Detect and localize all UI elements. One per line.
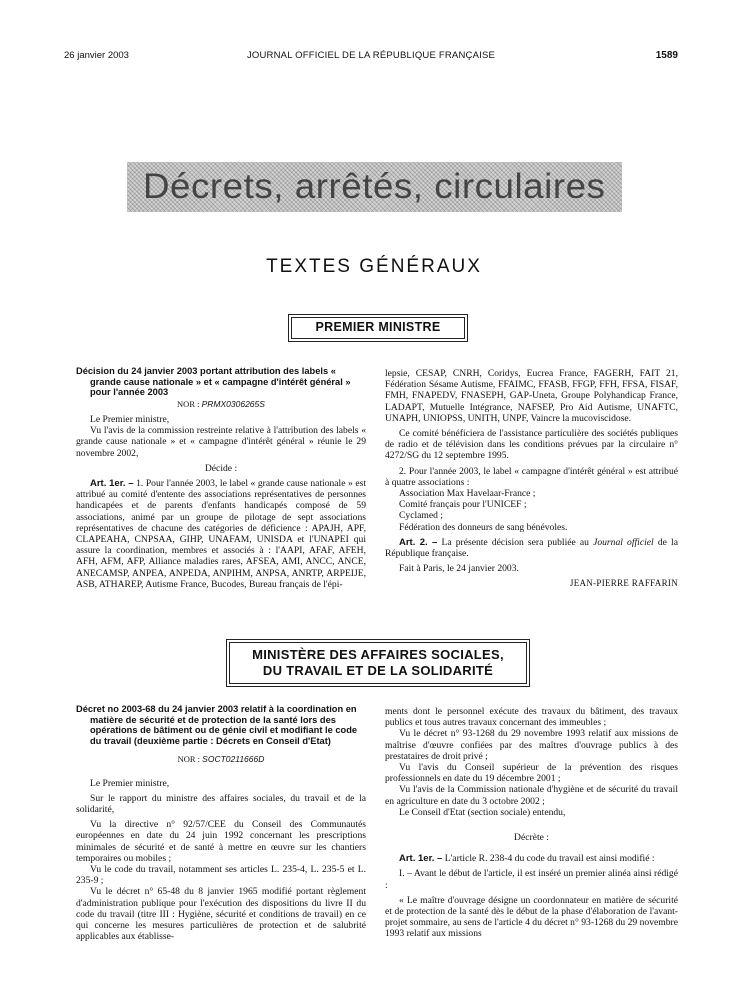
doc2-left-column [76,704,366,942]
doc1-left-column [76,366,366,590]
doc2-decrete: Décrète : [514,832,549,844]
section-title: TEXTES GÉNÉRAUX [266,256,482,277]
nor-code: SOCT0211666D [202,754,265,765]
page-header [64,50,678,64]
doc1-association: Fédération des donneurs de sang bénévoles. [399,521,568,533]
doc1-paragraph: Vu l'avis de la commission restreinte relative à l'attribution des labels « grande cause nationale » et « campagne d'intérêt général » réunie le 29 novembre 2002, [76,425,366,459]
doc2-paragraph: Vu la directive n° 92/57/CEE du Conseil des Communautés européennes en date du 24 juin 1992 concernant les prescriptions minimales de sécurité et de santé à mettre en œuvre sur les chantiers temporaires ou mobiles ; [76,819,366,864]
doc1-association: Comité français pour l'UNICEF ; [399,499,527,511]
nor-label: NOR : [177,398,200,409]
doc1-nor [76,399,366,410]
doc1-association: Cyclamed ; [399,510,443,522]
article-label: Art. 1er. – [90,478,134,489]
doc2-article-1 [385,853,678,864]
doc2-quote: « Le maître d'ouvrage désigne un coordonnateur en matière de sécurité et de protection de la santé dès le début de la phase d'élaboration de l'avant-projet sommaire, au sens de l'article 4 du décret n° 93-1268 du 29 novembre 1993 relatif aux missions [385,894,678,940]
doc1-signature: JEAN-PIERRE RAFFARIN [569,578,678,589]
doc1-fait: Fait à Paris, le 24 janvier 2003. [399,563,519,575]
doc1-association: Association Max Havelaar-France ; [399,488,536,500]
doc2-paragraph: Sur le rapport du ministre des affaires sociales, du travail et de la solidarité, [76,792,366,815]
ministry-box-affaires-sociales [229,640,527,686]
article-label: Art. 1er. – [399,853,443,865]
article-label: Art. 2. – [399,536,438,548]
nor-label: NOR : [177,754,201,765]
doc1-paragraph: Le Premier ministre, [90,413,170,425]
doc1-right-column [385,368,678,590]
ministry-name: PREMIER MINISTRE [291,317,465,339]
doc2-title: Décret no 2003-68 du 24 janvier 2003 relatif à la coordination en matière de sécurité et de protection de la santé lors des opérations de bâtiment ou de génie civil et modifiant le code du travail (deuxième partie : Décrets en Conseil d'Etat) [76,704,358,746]
doc1-decide: Décide : [204,462,238,474]
header-journal: JOURNAL OFFICIEL DE LA RÉPUBLIQUE FRANÇAISE [246,50,496,61]
doc1-title: Décision du 24 janvier 2003 portant attribution des labels « grande cause nationale » et « campagne d'intérêt général » pour l'année 2003 [76,366,351,398]
ministry-name-line2: DU TRAVAIL ET DE LA SOLIDARITÉ [262,663,494,678]
banner-text: Décrets, arrêtés, circulaires [143,167,606,206]
header-page-number: 1589 [655,50,678,61]
article-text: 1. Pour l'année 2003, le label « grande cause nationale » est attribué au comité d'entente des associations représentatives de personnes handicapées et de parents d'enfants handicapés composé de 59 associations, animé par un groupe de pilotage de sept associations représentatives de chacune des catégories de déficience : APAJH, APF, CLAPEAHA, CNPSAA, GIHP, UNAFAM, UNISDA et l'UNAPEI qui assure la coordination, membres et associés à : l'AAPI, AFAF, AFEH, AFH, AFM, AFP, Alliance maladies rares, AFSEA, AMI, ANCC, ANCE, ANECAMSP, ANPEA, ANPEDA, ANPIHM, ANPSA, ANRTP, ARPEIJE, ASB, ATHAREP, Autisme France, Bucodes, Bureau français de l'épi- [76,478,366,590]
doc2-right-column [385,706,678,940]
doc1-article-2 [385,537,678,559]
ministry-name-line1: MINISTÈRE DES AFFAIRES SOCIALES, [252,646,504,662]
article-text: L'article R. 238-4 du code du travail est ainsi modifié : [444,853,655,865]
doc1-paragraph: 2. Pour l'année 2003, le label « campagne d'intérêt général » est attribué à quatre associations : [385,465,678,488]
doc2-paragraph: Vu le décret n° 93-1268 du 29 novembre 1993 relatif aux missions de maîtrise d'œuvre confiées par des maîtres d'ouvrage publics à des prestataires de droit privé ; [385,728,678,762]
doc2-paragraph: Vu l'avis du Conseil supérieur de la prévention des risques professionnels en date du 19 décembre 2001 ; [385,762,678,785]
doc2-paragraph: Vu le décret n° 65-48 du 8 janvier 1965 modifié portant règlement d'administration publique pour l'exécution des dispositions du livre II du code du travail (titre III : Hygiène, sécurité et conditions de travail) en ce qui concerne les mesures particulières de protection et de salubrité applicables aux établisse- [76,886,366,943]
doc1-article-1-continued: lepsie, CESAP, CNRH, Coridys, Eucrea France, FAGERH, FAIT 21, Fédération Sésame Autisme, FFAIMC, FFASB, FFGP, FFH, FFSA, FISAF, FMH, FNAPEDV, FNASEPH, GAP-Uneta, Groupe Polyhandicap France, LADAPT, Mutuelle Intégrance, NAFSEP, Pro Aid Autisme, UNAFTC, UNAPH, UNIOPSS, UNITH, UNPF, Vaincre la mucoviscidose. [385,368,678,424]
journal-officiel-ref: Journal officiel [593,536,654,548]
doc2-paragraph: Le Premier ministre, [90,777,170,789]
nor-code: PRMX0306265S [201,398,265,409]
ministry-name [229,642,527,685]
doc1-paragraph: Ce comité bénéficiera de l'assistance particulière des sociétés publiques de radio et de télévision dans les conditions prévues par la circulaire n° 4272/SG du 12 septembre 1995. [385,428,678,462]
header-date: 26 janvier 2003 [64,50,129,61]
doc2-paragraph: Le Conseil d'Etat (section sociale) entendu, [399,806,566,818]
article-text: La présente décision sera publiée au [441,536,589,548]
doc2-paragraph: Vu l'avis de la Commission nationale d'hygiène et de sécurité du travail en agriculture en date du 3 octobre 2002 ; [385,784,678,807]
doc2-nor [76,754,366,765]
section-banner [127,162,622,212]
ministry-box-premier-ministre [290,313,466,343]
doc2-paragraph-continued: ments dont le personnel exécute des travaux du bâtiment, des travaux publics et tous autres travaux concernant des immeubles ; [385,706,678,729]
doc1-article-1 [76,478,366,590]
doc2-paragraph: I. – Avant le début de l'article, il est inséré un premier alinéa ainsi rédigé : [385,868,678,891]
article-text: de la République française. [385,536,678,560]
doc2-paragraph: Vu le code du travail, notamment ses articles L. 235-4, L. 235-5 et L. 235-9 ; [76,864,366,887]
